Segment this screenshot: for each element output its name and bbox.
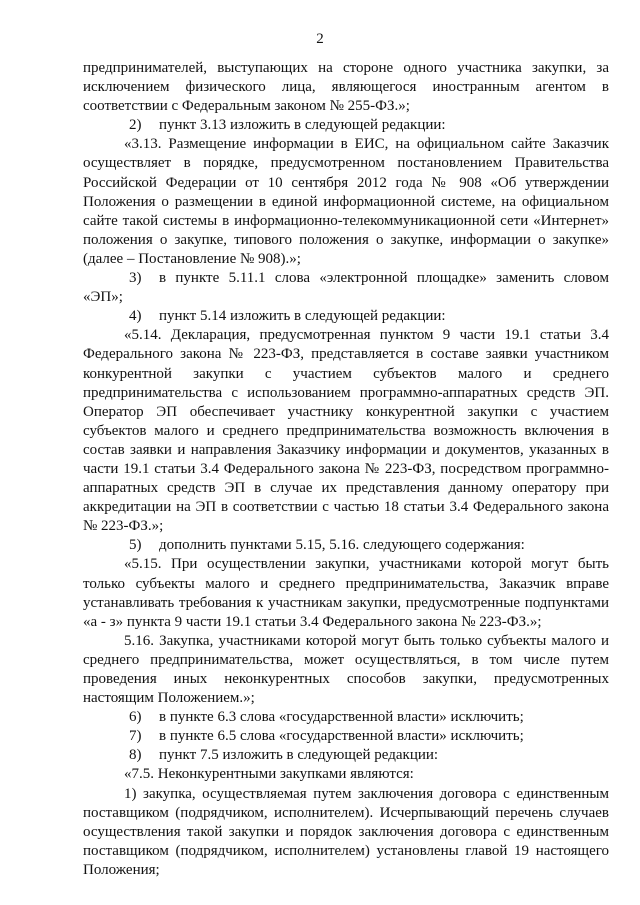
text-line — [83, 212, 609, 231]
line-text: поставщиком (подрядчиком, исполнителем). Исчерпывающий перечень случаев — [83, 804, 609, 821]
text-line — [83, 422, 609, 441]
line-text: 1) закупка, осуществляемая путем заключения договора с единственным — [124, 785, 609, 802]
line-text: среднего предпринимательства, может осуществляться, в том числе путем — [83, 651, 609, 668]
text-line — [83, 498, 609, 517]
line-text: состав заявки и направления Заказчику информации и документов, указанных в — [83, 441, 609, 458]
line-text: осуществляет в порядке, предусмотренном постановлением Правительства — [83, 155, 609, 172]
text-line — [83, 517, 609, 536]
text-line — [83, 632, 609, 651]
text-line — [83, 555, 609, 574]
line-text: Оператор ЭП обеспечивает участнику конкурентной закупки с участием — [83, 403, 609, 420]
line-text: пункт 5.14 изложить в следующей редакции: — [159, 308, 446, 325]
line-text: Положения о размещении в единой информационной системе, на официальном — [83, 193, 609, 210]
list-number: 5) — [129, 537, 142, 554]
text-line — [83, 689, 609, 708]
line-text: «ЭП»; — [83, 289, 123, 306]
text-line — [83, 804, 609, 823]
line-text: только субъекты малого и среднего предпринимательства, Заказчик вправе — [83, 575, 609, 592]
text-line — [83, 613, 609, 632]
line-text: 5.16. Закупка, участниками которой могут быть только субъекты малого и — [124, 632, 609, 649]
text-line — [83, 785, 609, 804]
text-line — [83, 231, 609, 250]
list-number: 4) — [129, 308, 142, 325]
line-text: «3.13. Размещение информации в ЕИС, на официальном сайте Заказчик — [124, 136, 609, 153]
line-text: настоящим Положением.»; — [83, 690, 255, 707]
line-text: «а - з» пункта 9 части 19.1 статьи 3.4 Федерального закона № 223-ФЗ.»; — [83, 613, 542, 630]
list-number: 7) — [129, 728, 142, 745]
text-line — [83, 288, 609, 307]
line-text: конкурентной закупки с участием субъектов малого и среднего — [83, 365, 609, 382]
text-line — [83, 193, 609, 212]
text-line — [83, 59, 609, 78]
line-text: «7.5. Неконкурентными закупками являются: — [124, 766, 414, 783]
line-text: Положения; — [83, 861, 160, 878]
list-number: 2) — [129, 117, 142, 134]
document-body — [83, 59, 609, 880]
text-line — [83, 345, 609, 364]
text-line — [83, 269, 609, 288]
line-text: пункт 3.13 изложить в следующей редакции: — [159, 117, 446, 134]
text-line — [83, 823, 609, 842]
line-text: «5.15. При осуществлении закупки, участниками которой могут быть — [124, 556, 609, 573]
line-text: дополнить пунктами 5.15, 5.16. следующего содержания: — [159, 537, 525, 554]
text-line — [83, 746, 609, 765]
text-line — [83, 78, 609, 97]
text-line — [83, 384, 609, 403]
text-line — [83, 174, 609, 193]
text-line — [83, 594, 609, 613]
text-line — [83, 250, 609, 269]
list-number: 6) — [129, 709, 142, 726]
text-line — [83, 154, 609, 173]
line-text: в пункте 6.3 слова «государственной власти» исключить; — [159, 709, 524, 726]
text-line — [83, 307, 609, 326]
text-line — [83, 765, 609, 784]
text-line — [83, 670, 609, 689]
line-text: аппаратных средств ЭП в случае их представления данному оператору при — [83, 480, 609, 497]
text-line — [83, 727, 609, 746]
text-line — [83, 536, 609, 555]
text-line — [83, 708, 609, 727]
line-text: исключением физического лица, являющегося иностранным агентом в — [83, 79, 609, 96]
text-line — [83, 441, 609, 460]
line-text: предпринимателей, выступающих на стороне одного участника закупки, за — [83, 60, 609, 76]
text-line — [83, 651, 609, 670]
text-line — [83, 460, 609, 479]
text-line — [83, 116, 609, 135]
text-line — [83, 403, 609, 422]
line-text: проведения иных неконкурентных способов закупки, предусмотренных — [83, 671, 609, 687]
line-text: части 19.1 статьи 3.4 Федерального закона № 223-ФЗ, посредством программно- — [83, 460, 609, 477]
text-line — [83, 861, 609, 880]
text-line — [83, 326, 609, 345]
line-text: (далее – Постановление № 908).»; — [83, 250, 301, 267]
list-number: 3) — [129, 270, 142, 287]
text-line — [83, 365, 609, 384]
text-line — [83, 135, 609, 154]
line-text: № 223-ФЗ.»; — [83, 518, 164, 535]
line-text: поставщиком (подрядчиком, исполнителем) установлены главой 19 настоящего — [83, 842, 609, 859]
line-text: в пункте 5.11.1 слова «электронной площадке» заменить словом — [159, 270, 609, 287]
line-text: субъектов малого и среднего предпринимательства возможность включения в — [83, 422, 609, 439]
page-number: 2 — [316, 31, 324, 47]
text-line — [83, 97, 609, 116]
line-text: положения о закупке, типового положения о закупке, информации о закупке» — [83, 231, 609, 248]
line-text: «5.14. Декларация, предусмотренная пунктом 9 части 19.1 статьи 3.4 — [124, 327, 609, 344]
line-text: сайте такой системы в информационно-телекоммуникационной сети «Интернет» — [83, 212, 609, 229]
line-text: аккредитации на ЭП в соответствии с частью 18 статьи 3.4 Федерального закона — [83, 499, 609, 516]
line-text: осуществления такой закупки и порядок заключения договора с единственным — [83, 823, 609, 840]
line-text: соответствии с Федеральным законом № 255-ФЗ.»; — [83, 98, 410, 115]
line-text: Российской Федерации от 10 сентября 2012 года № 908 «Об утверждении — [83, 174, 609, 191]
line-text: устанавливать требования к участникам закупки, предусмотренные подпунктами — [83, 594, 609, 611]
line-text: предпринимательства с использованием программно-аппаратных средств ЭП. — [83, 384, 609, 401]
line-text: пункт 7.5 изложить в следующей редакции: — [159, 747, 439, 764]
text-line — [83, 575, 609, 594]
line-text: в пункте 6.5 слова «государственной власти» исключить; — [159, 728, 524, 745]
text-line — [83, 479, 609, 498]
line-text: Федерального закона № 223-ФЗ, представляется в составе заявки участником — [83, 346, 609, 363]
text-line — [83, 842, 609, 861]
list-number: 8) — [129, 747, 142, 764]
